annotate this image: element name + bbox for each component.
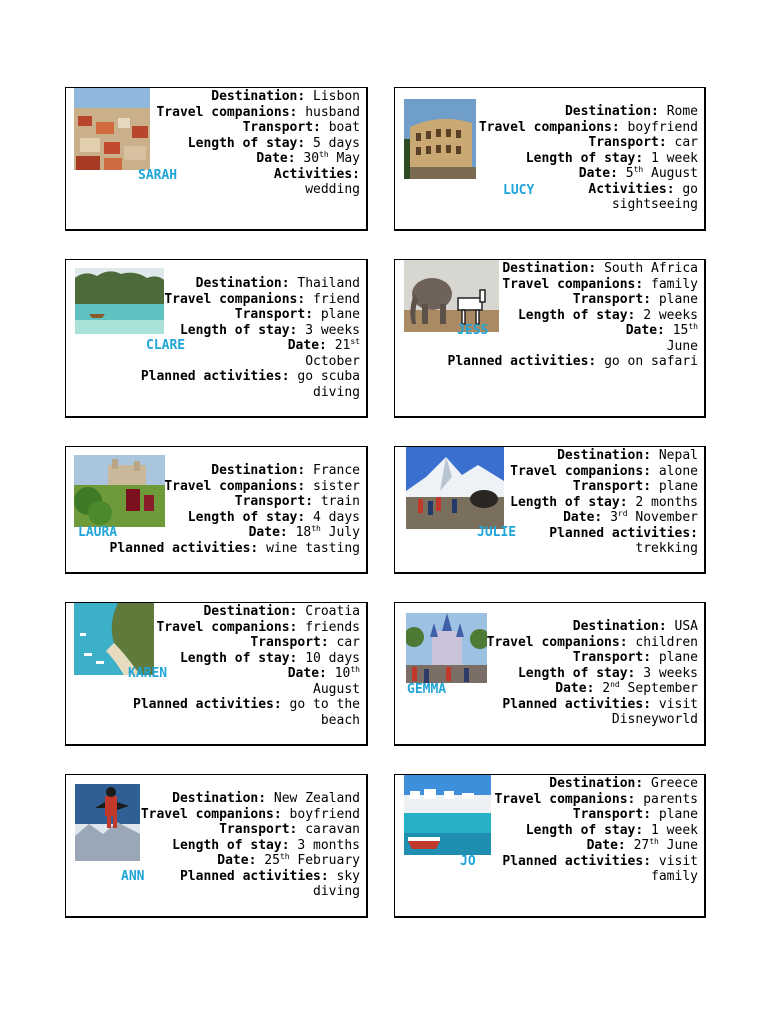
- length-row: Length of stay: 1 week: [525, 150, 698, 166]
- companions-row: Travel companions: family: [502, 276, 698, 292]
- companions-row: Travel companions: boyfriend: [478, 119, 698, 135]
- transport-row: Transport: plane: [572, 807, 698, 822]
- himalaya-trek-photo: [406, 447, 504, 529]
- companions-row: Travel companions: boyfriend: [140, 806, 360, 822]
- destination-row: Destination: Thailand: [195, 276, 360, 291]
- traveller-name: ANN: [121, 869, 145, 884]
- date-row: Date: 15th: [625, 322, 698, 338]
- date-month: August: [313, 681, 360, 697]
- transport-row: Transport: train: [234, 494, 360, 509]
- destination-row: Destination: Nepal: [557, 448, 698, 463]
- skydiver-photo: [75, 784, 140, 861]
- travel-card-sarah: [65, 87, 368, 231]
- travel-card-laura: [65, 446, 368, 574]
- destination-row: Destination: France: [211, 463, 360, 478]
- date-month: October: [305, 353, 360, 369]
- transport-row: Transport: plane: [572, 650, 698, 665]
- length-row: Length of stay: 3 months: [172, 837, 360, 853]
- activities-value: trekking: [635, 541, 698, 556]
- destination-row: Destination: Croatia: [203, 604, 360, 619]
- activities-value: sightseeing: [611, 197, 698, 212]
- date-row: Date: 25th February: [217, 852, 360, 868]
- transport-row: Transport: plane: [234, 307, 360, 322]
- traveller-name: LUCY: [503, 183, 535, 198]
- activities-value: wedding: [305, 182, 360, 197]
- travel-card-julie: [394, 446, 706, 574]
- date-row: Date: 30th May: [256, 150, 360, 166]
- companions-row: Travel companions: parents: [494, 791, 698, 807]
- transport-row: Transport: caravan: [219, 822, 360, 837]
- activities-row: Planned activities: go scuba: [140, 369, 360, 384]
- companions-row: Travel companions: children: [486, 634, 698, 650]
- activities-value: Disneyworld: [611, 712, 698, 727]
- length-row: Length of stay: 5 days: [187, 135, 360, 151]
- traveller-name: KAREN: [128, 666, 168, 681]
- travel-card-jess: [394, 259, 706, 418]
- transport-row: Transport: car: [588, 135, 698, 150]
- activities-value: beach: [320, 712, 360, 728]
- date-month: June: [666, 338, 698, 354]
- traveller-name: GEMMA: [407, 682, 447, 697]
- length-row: Length of stay: 4 days: [187, 509, 360, 525]
- length-row: Length of stay: 10 days: [179, 650, 360, 666]
- activities-row: Activities: go: [588, 181, 698, 197]
- destination-row: Destination: USA: [572, 619, 698, 634]
- activities-value: diving: [313, 884, 360, 899]
- traveller-name: JO: [460, 854, 476, 869]
- companions-row: Travel companions: husband: [156, 104, 360, 120]
- travel-card-gemma: [394, 602, 706, 746]
- destination-row: Destination: Lisbon: [211, 89, 360, 104]
- activities-row: Planned activities:: [549, 525, 698, 541]
- destination-row: Destination: South Africa: [502, 261, 698, 276]
- activities-row: Activities:: [273, 166, 360, 182]
- date-row: Date: 21st: [287, 337, 360, 353]
- transport-row: Transport: plane: [572, 479, 698, 494]
- travel-card-karen: [65, 602, 368, 746]
- traveller-name: CLARE: [146, 338, 186, 353]
- disney-castle-photo: [406, 613, 487, 683]
- traveller-name: LAURA: [78, 525, 118, 540]
- traveller-name: JESS: [457, 323, 489, 338]
- travel-card-ann: [65, 774, 368, 918]
- length-row: Length of stay: 2 months: [510, 494, 698, 510]
- travel-card-lucy: [394, 87, 706, 231]
- date-row: Date: 2nd September: [555, 680, 698, 696]
- companions-row: Travel companions: friends: [156, 619, 360, 635]
- traveller-name: JULIE: [477, 525, 517, 540]
- date-row: Date: 10th: [287, 665, 360, 681]
- activities-row: Planned activities: go to the: [133, 697, 360, 712]
- travel-card-jo: [394, 774, 706, 918]
- colosseum-photo: [404, 99, 476, 179]
- travel-card-clare: [65, 259, 368, 418]
- activities-row: Planned activities: visit: [502, 853, 698, 869]
- activities-row: Planned activities: go on safari: [447, 354, 698, 369]
- date-row: Date: 3rd November: [563, 509, 698, 525]
- date-row: Date: 5th August: [578, 165, 698, 181]
- activities-row: Planned activities: sky: [179, 868, 360, 884]
- activities-row: Planned activities: visit: [502, 696, 698, 712]
- lisbon-rooftops-photo: [74, 88, 150, 170]
- destination-row: Destination: Rome: [564, 104, 698, 119]
- activities-row: Planned activities: wine tasting: [109, 540, 360, 556]
- transport-row: Transport: car: [250, 635, 360, 650]
- destination-row: Destination: New Zealand: [172, 791, 360, 806]
- activities-value: diving: [313, 384, 360, 400]
- traveller-name: SARAH: [138, 168, 178, 183]
- companions-row: Travel companions: alone: [510, 463, 698, 479]
- destination-row: Destination: Greece: [549, 776, 698, 791]
- greek-harbour-photo: [404, 775, 491, 855]
- activities-value: family: [651, 869, 698, 884]
- transport-row: Transport: plane: [572, 292, 698, 307]
- length-row: Length of stay: 3 weeks: [517, 665, 698, 681]
- companions-row: Travel companions: friend: [164, 291, 360, 307]
- date-row: Date: 27th June: [586, 837, 698, 853]
- length-row: Length of stay: 2 weeks: [517, 307, 698, 323]
- transport-row: Transport: boat: [242, 120, 360, 135]
- companions-row: Travel companions: sister: [164, 478, 360, 494]
- date-row: Date: 18th July: [248, 524, 360, 540]
- length-row: Length of stay: 3 weeks: [179, 322, 360, 338]
- length-row: Length of stay: 1 week: [525, 822, 698, 838]
